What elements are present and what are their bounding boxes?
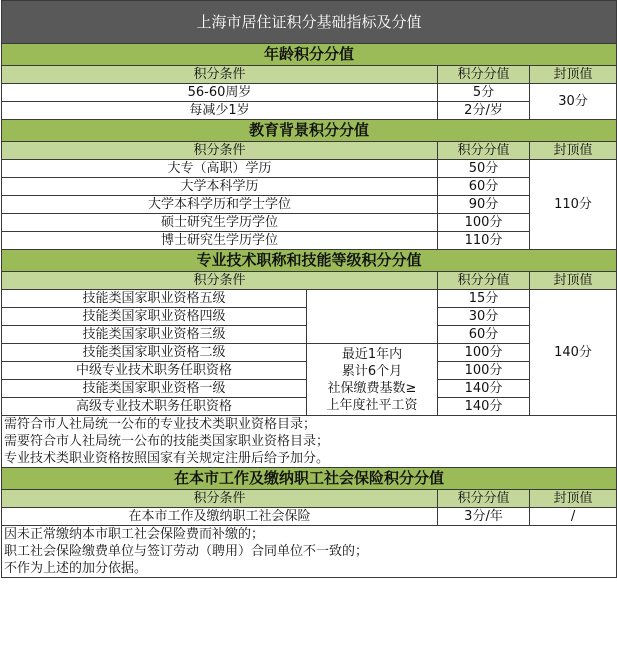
skills-row-score: 140分 — [438, 398, 530, 416]
skills-row-condition: 技能类国家职业资格三级 — [2, 326, 307, 344]
page-title: 上海市居住证积分基础指标及分值 — [2, 1, 617, 44]
skills-header-score: 积分分值 — [438, 272, 530, 290]
skills-notes — [2, 416, 617, 468]
age-header-condition: 积分条件 — [2, 66, 438, 84]
age-row-score: 5分 — [438, 84, 530, 102]
skills-header-cap: 封顶值 — [530, 272, 617, 290]
education-row-condition: 博士研究生学历学位 — [2, 232, 438, 250]
education-row-condition: 硕士研究生学历学位 — [2, 214, 438, 232]
note-line: 职工社会保险缴费单位与签订劳动（聘用）合同单位不一致的； — [4, 544, 369, 559]
skills-row-score: 100分 — [438, 344, 530, 362]
condition-line: 上年度社平工资 — [326, 397, 418, 413]
education-row-score: 90分 — [438, 196, 530, 214]
note-line: 因未正常缴纳本市职工社会保险费而补缴的； — [4, 527, 265, 542]
education-row-score: 100分 — [438, 214, 530, 232]
skills-condition-spacer — [307, 290, 438, 308]
education-header-cap: 封顶值 — [530, 142, 617, 160]
skills-row-condition: 技能类国家职业资格一级 — [2, 380, 307, 398]
skills-row-condition: 技能类国家职业资格五级 — [2, 290, 307, 308]
points-table — [1, 0, 617, 578]
education-section-heading: 教育背景积分分值 — [2, 120, 617, 142]
education-row-score: 50分 — [438, 160, 530, 178]
social-header-score: 积分分值 — [438, 490, 530, 508]
education-header-score: 积分分值 — [438, 142, 530, 160]
education-row-condition: 大专（高职）学历 — [2, 160, 438, 178]
education-header-condition: 积分条件 — [2, 142, 438, 160]
social-header-cap: 封顶值 — [530, 490, 617, 508]
note-line: 不作为上述的加分依据。 — [4, 561, 148, 576]
social-row-cap: / — [530, 508, 617, 526]
age-section-heading: 年龄积分分值 — [2, 44, 617, 66]
skills-condition-spacer — [307, 308, 438, 326]
age-row-score: 2分/岁 — [438, 102, 530, 120]
skills-row-score: 100分 — [438, 362, 530, 380]
social-row-score: 3分/年 — [438, 508, 530, 526]
condition-line: 累计6个月 — [341, 363, 403, 379]
condition-line: 最近1年内 — [341, 346, 403, 362]
skills-row-score: 15分 — [438, 290, 530, 308]
condition-line: 社保缴费基数≥ — [327, 380, 417, 396]
education-row-score: 60分 — [438, 178, 530, 196]
skills-row-condition: 中级专业技术职务任职资格 — [2, 362, 307, 380]
age-row-condition: 每减少1岁 — [2, 102, 438, 120]
education-cap: 110分 — [530, 160, 617, 250]
social-header-condition: 积分条件 — [2, 490, 438, 508]
education-row-condition: 大学本科学历 — [2, 178, 438, 196]
education-row-condition: 大学本科学历和学士学位 — [2, 196, 438, 214]
skills-row-condition: 高级专业技术职务任职资格 — [2, 398, 307, 416]
skills-header-condition: 积分条件 — [2, 272, 438, 290]
skills-row-score: 60分 — [438, 326, 530, 344]
skills-social-security-condition — [307, 344, 438, 416]
social-section-heading: 在本市工作及缴纳职工社会保险积分分值 — [2, 468, 617, 490]
age-cap: 30分 — [530, 84, 617, 120]
skills-row-condition: 技能类国家职业资格二级 — [2, 344, 307, 362]
skills-section-heading: 专业技术职称和技能等级积分分值 — [2, 250, 617, 272]
social-row-condition: 在本市工作及缴纳职工社会保险 — [2, 508, 438, 526]
age-header-score: 积分分值 — [438, 66, 530, 84]
age-header-cap: 封顶值 — [530, 66, 617, 84]
skills-condition-spacer — [307, 326, 438, 344]
education-row-score: 110分 — [438, 232, 530, 250]
skills-cap: 140分 — [530, 290, 617, 416]
note-line: 需符合市人社局统一公布的专业技术类职业资格目录； — [4, 417, 317, 432]
note-line: 需要符合市人社局统一公布的技能类国家职业资格目录； — [4, 434, 330, 449]
social-notes — [2, 526, 617, 578]
age-row-condition: 56-60周岁 — [2, 84, 438, 102]
skills-row-condition: 技能类国家职业资格四级 — [2, 308, 307, 326]
skills-row-score: 140分 — [438, 380, 530, 398]
note-line: 专业技术类职业资格按照国家有关规定注册后给予加分。 — [4, 451, 330, 466]
skills-row-score: 30分 — [438, 308, 530, 326]
